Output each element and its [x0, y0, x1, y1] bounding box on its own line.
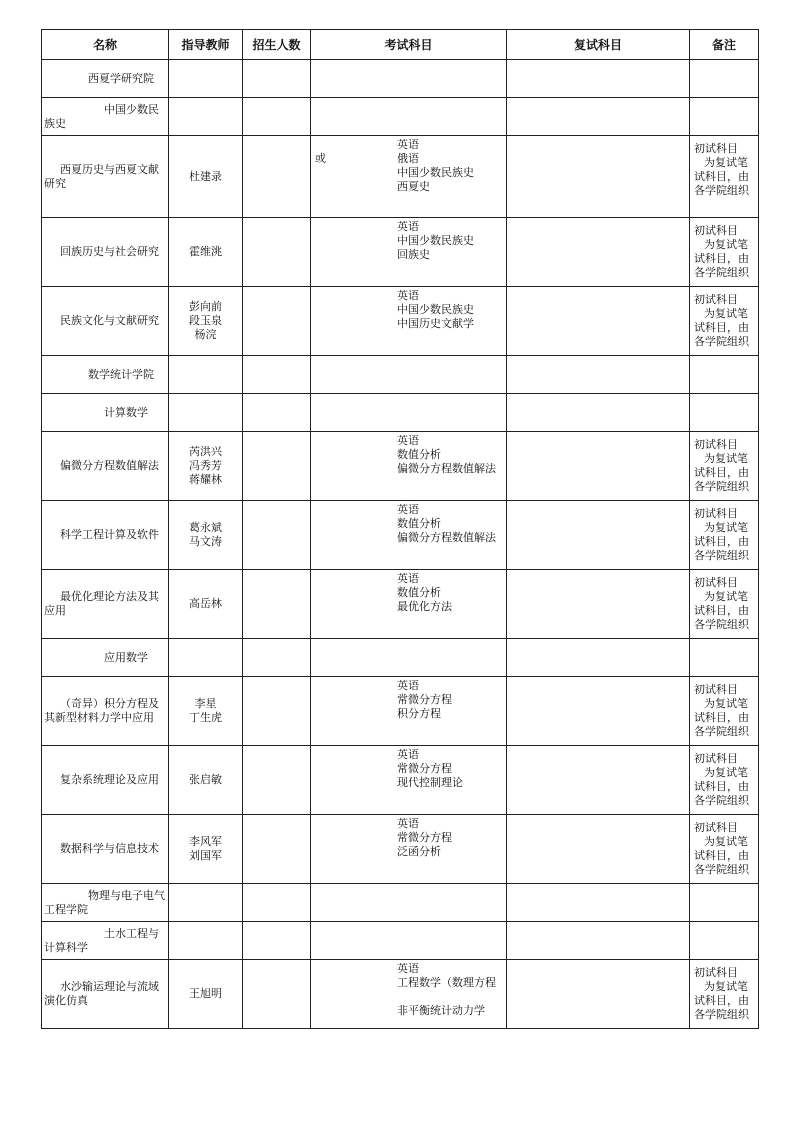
table-row	[42, 98, 759, 136]
exam-subjects	[397, 220, 506, 262]
advisor-cell	[169, 746, 243, 815]
note-line: 初试科目	[694, 293, 738, 306]
exam-subject: 泛函分析	[397, 845, 441, 858]
advisor-cell	[169, 922, 243, 960]
exam-subjects	[397, 817, 506, 859]
note-cell	[690, 394, 759, 432]
note-cell	[690, 677, 759, 746]
note-cell	[690, 218, 759, 287]
advisor-name: 霍维洮	[189, 245, 222, 258]
enrollment-cell	[243, 746, 311, 815]
enrollment-cell	[243, 501, 311, 570]
retest-cell	[507, 570, 690, 639]
advisor-name: 彭向前	[189, 300, 222, 313]
table-row	[42, 922, 759, 960]
exam-subject: 数值分析	[397, 517, 441, 530]
retest-cell	[507, 394, 690, 432]
advisor-cell	[169, 218, 243, 287]
note-cell	[690, 746, 759, 815]
note-line: 为复试笔	[704, 590, 748, 603]
exam-subject: 英语	[397, 572, 419, 585]
exam-subject: 数值分析	[397, 448, 441, 461]
advisor-name: 马文涛	[189, 535, 222, 548]
retest-cell	[507, 432, 690, 501]
row-name-cell	[42, 218, 169, 287]
note-cell	[690, 432, 759, 501]
exam-subject: 英语	[397, 817, 419, 830]
row-name: 偏微分方程数值解法	[60, 459, 159, 472]
table-row	[42, 136, 759, 218]
note-cell	[690, 136, 759, 218]
advisor-name: 段玉泉	[189, 314, 222, 327]
table-row	[42, 815, 759, 884]
note-line: 初试科目	[694, 576, 738, 589]
row-name: 土水工程与计算科学	[44, 926, 159, 954]
note-line: 试科目，由	[694, 780, 749, 793]
exam-subject: 中国历史文献学	[397, 317, 474, 330]
note-cell	[690, 570, 759, 639]
table-row	[42, 60, 759, 98]
exam-cell	[311, 136, 507, 218]
row-name: （奇异）积分方程及其新型材料力学中应用	[44, 697, 159, 724]
enrollment-cell	[243, 884, 311, 922]
advisor-name: 杜建录	[189, 169, 222, 183]
row-name-cell	[42, 501, 169, 570]
exam-subject: 西夏史	[397, 180, 430, 193]
exam-subject: 最优化方法	[397, 600, 452, 613]
header-retest: 复试科目	[507, 30, 690, 60]
exam-cell	[311, 815, 507, 884]
exam-subjects	[397, 503, 506, 545]
note-line: 试科目，由	[694, 466, 749, 479]
note-line: 为复试笔	[704, 697, 748, 710]
exam-subject	[397, 990, 506, 1004]
advisor-name: 李星	[194, 697, 217, 710]
exam-subject: 英语	[397, 748, 419, 761]
note-cell	[690, 922, 759, 960]
note-cell	[690, 960, 759, 1029]
row-name: 西夏历史与西夏文献研究	[44, 162, 159, 190]
exam-cell	[311, 501, 507, 570]
note-line: 各学院组织	[694, 725, 749, 738]
exam-subject: 数值分析	[397, 586, 441, 599]
note-line: 初试科目	[694, 142, 738, 155]
note-line: 初试科目	[694, 683, 738, 696]
exam-cell	[311, 218, 507, 287]
note-line: 为复试笔	[704, 452, 748, 465]
row-name-cell	[42, 432, 169, 501]
note-line: 试科目，由	[694, 252, 749, 265]
exam-subjects	[397, 679, 506, 721]
enrollment-cell	[243, 98, 311, 136]
note-line: 为复试笔	[704, 156, 748, 169]
advisor-cell	[169, 356, 243, 394]
note-line: 试科目，由	[694, 604, 749, 617]
enrollment-cell	[243, 136, 311, 218]
header-row	[42, 30, 759, 60]
table-row	[42, 884, 759, 922]
row-name: 物理与电子电气工程学院	[44, 888, 165, 916]
row-name: 中国少数民族史	[44, 102, 159, 130]
row-name-cell	[42, 356, 169, 394]
table-row	[42, 570, 759, 639]
note-line: 各学院组织	[694, 794, 749, 807]
exam-cell	[311, 98, 507, 136]
exam-subject: 偏微分方程数值解法	[397, 531, 496, 544]
admissions-table	[41, 29, 759, 1029]
advisor-cell	[169, 60, 243, 98]
header-exam: 考试科目	[311, 30, 507, 60]
table-row	[42, 746, 759, 815]
retest-cell	[507, 98, 690, 136]
exam-subject: 俄语	[397, 152, 419, 165]
exam-cell	[311, 356, 507, 394]
note-cell	[690, 287, 759, 356]
row-name-cell	[42, 922, 169, 960]
exam-subject: 英语	[397, 289, 419, 302]
retest-cell	[507, 356, 690, 394]
exam-cell	[311, 746, 507, 815]
row-name-cell	[42, 394, 169, 432]
header-note: 备注	[690, 30, 759, 60]
retest-cell	[507, 501, 690, 570]
note-line: 各学院组织	[694, 549, 749, 562]
exam-cell	[311, 432, 507, 501]
row-name: 水沙输运理论与流域演化仿真	[44, 980, 159, 1007]
note-line: 试科目，由	[694, 170, 749, 183]
advisor-name: 杨浣	[194, 328, 217, 341]
row-name-cell	[42, 884, 169, 922]
advisor-name: 高岳林	[189, 597, 222, 610]
row-name: 数学统计学院	[88, 367, 154, 381]
retest-cell	[507, 639, 690, 677]
header-enrollment: 招生人数	[243, 30, 311, 60]
row-name: 回族历史与社会研究	[60, 245, 159, 258]
advisor-cell	[169, 394, 243, 432]
or-mark: 或	[315, 152, 326, 165]
enrollment-cell	[243, 639, 311, 677]
exam-subject: 英语	[397, 679, 419, 692]
note-line: 为复试笔	[704, 521, 748, 534]
exam-cell	[311, 60, 507, 98]
advisor-name: 芮洪兴	[189, 445, 222, 458]
row-name-cell	[42, 746, 169, 815]
exam-subject: 非平衡统计动力学	[397, 1004, 485, 1017]
advisor-cell	[169, 960, 243, 1029]
row-name-cell	[42, 570, 169, 639]
table-row	[42, 287, 759, 356]
enrollment-cell	[243, 922, 311, 960]
note-line: 各学院组织	[694, 618, 749, 631]
row-name: 最优化理论方法及其应用	[44, 590, 159, 617]
note-cell	[690, 884, 759, 922]
note-cell	[690, 98, 759, 136]
advisor-cell	[169, 501, 243, 570]
enrollment-cell	[243, 677, 311, 746]
note-line: 试科目，由	[694, 849, 749, 862]
retest-cell	[507, 218, 690, 287]
table-row	[42, 432, 759, 501]
advisor-cell	[169, 287, 243, 356]
enrollment-cell	[243, 356, 311, 394]
note-line: 各学院组织	[694, 184, 749, 197]
exam-subject: 偏微分方程数值解法	[397, 462, 496, 475]
note-line: 为复试笔	[704, 835, 748, 848]
table-row	[42, 501, 759, 570]
retest-cell	[507, 746, 690, 815]
enrollment-cell	[243, 960, 311, 1029]
note-cell	[690, 815, 759, 884]
enrollment-cell	[243, 815, 311, 884]
advisor-name: 刘国军	[189, 849, 222, 862]
retest-cell	[507, 136, 690, 218]
enrollment-cell	[243, 432, 311, 501]
retest-cell	[507, 960, 690, 1029]
exam-subject: 英语	[397, 138, 419, 151]
note-line: 试科目，由	[694, 711, 749, 724]
row-name: 计算数学	[104, 405, 148, 419]
exam-subject: 中国少数民族史	[397, 234, 474, 247]
header-advisor: 指导教师	[169, 30, 243, 60]
advisor-cell	[169, 432, 243, 501]
exam-subject: 常微分方程	[397, 762, 452, 775]
exam-cell	[311, 884, 507, 922]
advisor-name: 冯秀芳	[189, 459, 222, 472]
note-line: 试科目，由	[694, 994, 749, 1007]
row-name: 复杂系统理论及应用	[60, 773, 159, 786]
row-name-cell	[42, 136, 169, 218]
note-line: 初试科目	[694, 224, 738, 237]
note-cell	[690, 639, 759, 677]
note-line: 初试科目	[694, 821, 738, 834]
exam-subject: 英语	[397, 962, 419, 975]
exam-cell	[311, 922, 507, 960]
row-name-cell	[42, 639, 169, 677]
table-row	[42, 356, 759, 394]
advisor-cell	[169, 639, 243, 677]
exam-subject: 英语	[397, 220, 419, 233]
row-name-cell	[42, 960, 169, 1029]
retest-cell	[507, 815, 690, 884]
advisor-cell	[169, 570, 243, 639]
row-name-cell	[42, 60, 169, 98]
row-name-cell	[42, 98, 169, 136]
row-name-cell	[42, 677, 169, 746]
exam-subjects	[397, 434, 506, 476]
retest-cell	[507, 922, 690, 960]
note-line: 为复试笔	[704, 980, 748, 993]
note-line: 初试科目	[694, 752, 738, 765]
row-name: 科学工程计算及软件	[60, 528, 159, 541]
enrollment-cell	[243, 394, 311, 432]
note-line: 试科目，由	[694, 321, 749, 334]
table-row	[42, 639, 759, 677]
advisor-name: 丁生虎	[189, 711, 222, 724]
exam-subjects	[397, 289, 506, 331]
note-line: 为复试笔	[704, 238, 748, 251]
advisor-cell	[169, 98, 243, 136]
exam-cell	[311, 570, 507, 639]
advisor-name: 王旭明	[189, 987, 222, 1000]
exam-subject: 现代控制理论	[397, 776, 463, 789]
table-row	[42, 218, 759, 287]
exam-subject: 英语	[397, 503, 419, 516]
exam-subjects	[397, 572, 506, 614]
advisor-cell	[169, 677, 243, 746]
enrollment-cell	[243, 218, 311, 287]
enrollment-cell	[243, 60, 311, 98]
advisor-cell	[169, 884, 243, 922]
exam-subject: 回族史	[397, 248, 430, 261]
advisor-name: 葛永斌	[189, 521, 222, 534]
row-name: 应用数学	[104, 650, 148, 664]
table-row	[42, 960, 759, 1029]
row-name-cell	[42, 287, 169, 356]
retest-cell	[507, 60, 690, 98]
enrollment-cell	[243, 570, 311, 639]
note-line: 各学院组织	[694, 266, 749, 279]
note-line: 为复试笔	[704, 307, 748, 320]
exam-subject: 常微分方程	[397, 693, 452, 706]
note-cell	[690, 60, 759, 98]
exam-subject: 中国少数民族史	[397, 303, 474, 316]
exam-cell	[311, 960, 507, 1029]
retest-cell	[507, 677, 690, 746]
row-name: 西夏学研究院	[88, 71, 154, 85]
advisor-name: 张启敏	[189, 773, 222, 786]
exam-subject: 英语	[397, 434, 419, 447]
advisor-cell	[169, 815, 243, 884]
note-line: 初试科目	[694, 966, 738, 979]
note-cell	[690, 356, 759, 394]
advisor-name: 李风军	[189, 835, 222, 848]
note-line: 为复试笔	[704, 766, 748, 779]
note-line: 各学院组织	[694, 480, 749, 493]
exam-subjects	[397, 748, 506, 790]
note-cell	[690, 501, 759, 570]
table-row	[42, 677, 759, 746]
row-name: 数据科学与信息技术	[60, 842, 159, 855]
row-name: 民族文化与文献研究	[60, 314, 159, 327]
exam-cell	[311, 677, 507, 746]
header-name: 名称	[42, 30, 169, 60]
note-line: 初试科目	[694, 507, 738, 520]
row-name-cell	[42, 815, 169, 884]
note-line: 初试科目	[694, 438, 738, 451]
note-line: 试科目，由	[694, 535, 749, 548]
note-line: 各学院组织	[694, 1008, 749, 1021]
exam-subjects	[397, 962, 506, 1018]
exam-subject: 积分方程	[397, 707, 441, 720]
retest-cell	[507, 884, 690, 922]
exam-cell	[311, 639, 507, 677]
exam-cell	[311, 394, 507, 432]
exam-subject: 常微分方程	[397, 831, 452, 844]
retest-cell	[507, 287, 690, 356]
note-line: 各学院组织	[694, 335, 749, 348]
enrollment-cell	[243, 287, 311, 356]
table-body	[42, 60, 759, 1029]
exam-subject: 中国少数民族史	[397, 166, 474, 179]
advisor-name: 蒋耀林	[189, 473, 222, 486]
note-line: 各学院组织	[694, 863, 749, 876]
exam-subject: 工程数学（数理方程	[397, 976, 496, 989]
table-row	[42, 394, 759, 432]
advisor-cell	[169, 136, 243, 218]
exam-subjects	[397, 138, 506, 194]
exam-cell	[311, 287, 507, 356]
